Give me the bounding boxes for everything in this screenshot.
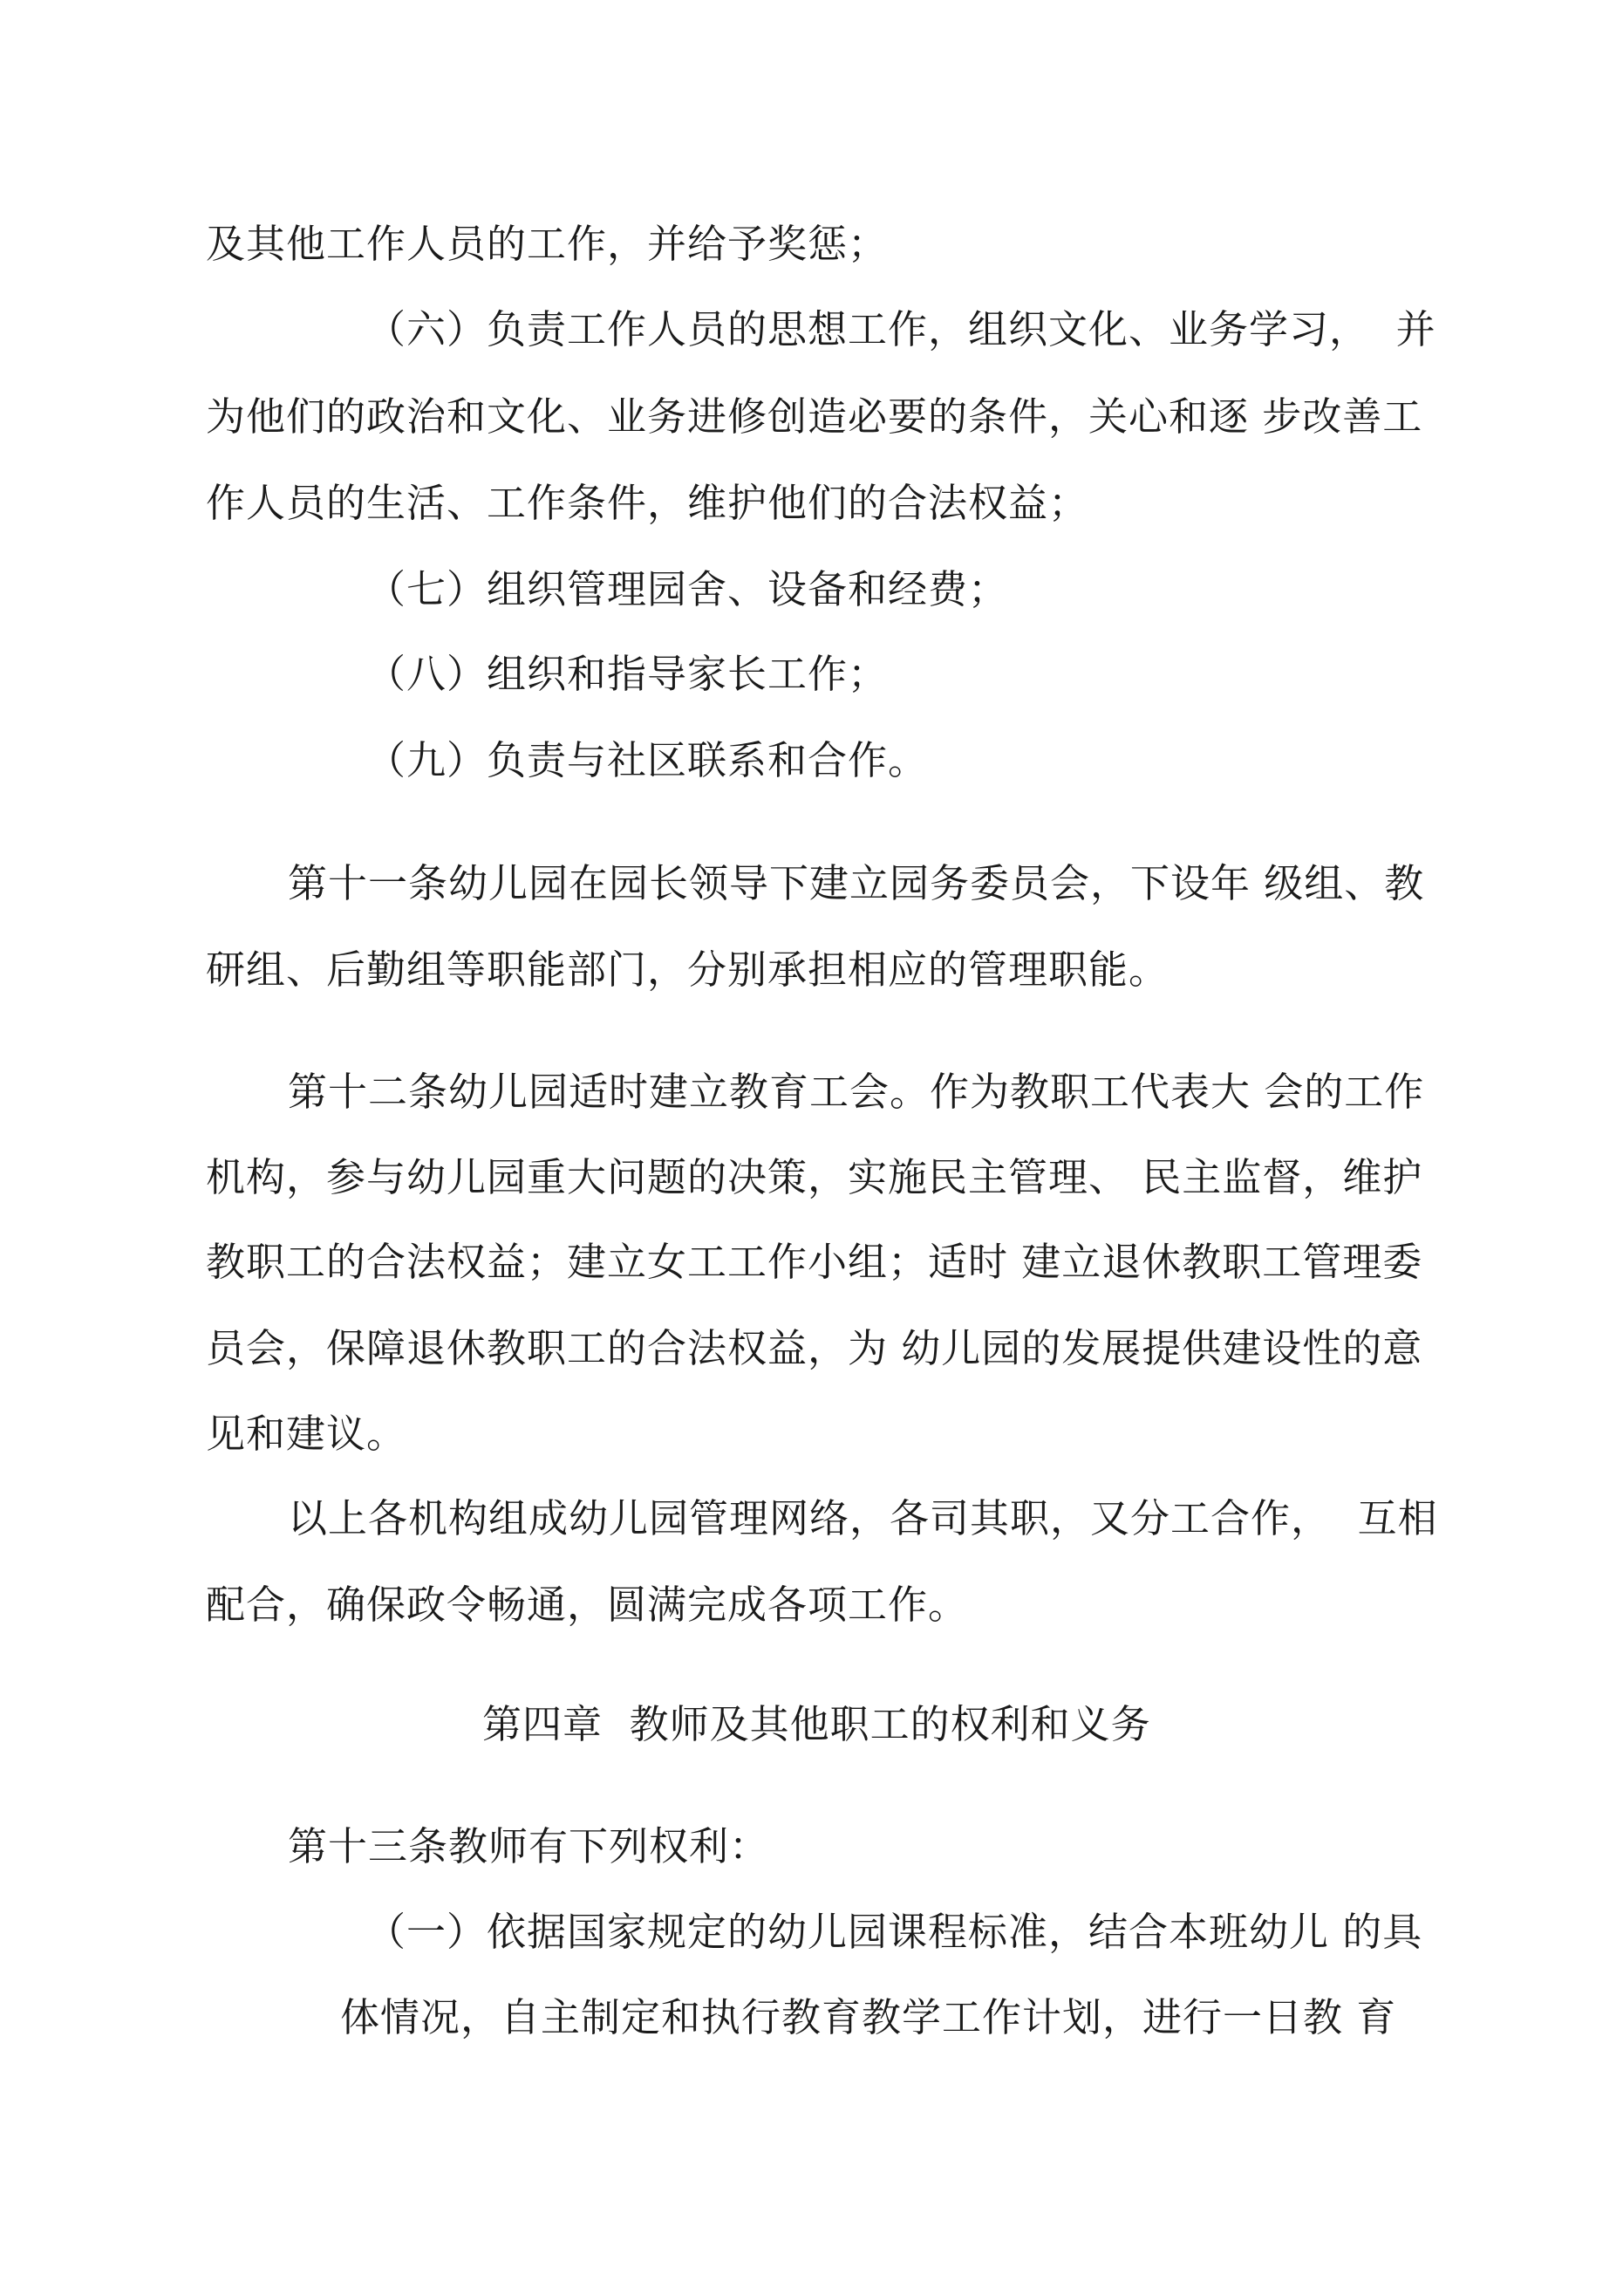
- text-line: （一）依据国家规定的幼儿园课程标准，结合本班幼儿 的具: [366, 1909, 1423, 1955]
- text-line: （九）负责与社区联系和合作。: [366, 737, 929, 783]
- text-line: 见和建议。: [206, 1411, 407, 1457]
- text-line: 第十三条教师有下列权利：: [288, 1823, 770, 1869]
- text-line: （七）组织管理园舍、设备和经费；: [366, 566, 1009, 612]
- text-line: 教职工的合法权益；建立女工工作小组；适时 建立退休教职工管理委: [206, 1239, 1423, 1285]
- text-line: （六）负责工作人员的思想工作，组织文化、业务学习， 并: [366, 306, 1436, 352]
- text-line: 机构，参与幼儿园重大问题的决策，实施民主管理、 民主监督，维护: [206, 1154, 1423, 1200]
- text-line: 第十二条幼儿园适时建立教育工会。作为教职工代表大 会的工作: [288, 1069, 1425, 1115]
- text-line: 员会，保障退休教职工的合法权益，为 幼儿园的发展提供建设性的意: [206, 1325, 1423, 1371]
- chapter-heading: 第四章 教师及其他职工的权利和义务: [482, 1701, 1151, 1747]
- text-line: 作人员的生活、工作条件，维护他们的合法权益；: [206, 480, 1089, 526]
- text-line: 为他们的政治和文化、业务进修创造必要的条件，关心和逐 步改善工: [206, 393, 1423, 440]
- text-line: 配合，确保政令畅通，圆满完成各项工作。: [206, 1582, 969, 1628]
- text-line: 第十一条幼儿园在园长领导下建立园务委员会，下设年 级组、教: [288, 860, 1425, 906]
- text-line: 研组、后勤组等职能部门，分别承担相应的管理职能。: [206, 946, 1170, 993]
- text-line: 体情况，自主制定和执行教育教学工作计划，进行一日教 育: [340, 1994, 1397, 2040]
- text-line: （八）组织和指导家长工作；: [366, 651, 889, 697]
- text-line: 及其他工作人员的工作，并给予奖惩；: [206, 221, 889, 267]
- text-line: 以上各机构组成幼儿园管理网络，各司其职，又分工合作， 互相: [288, 1495, 1438, 1541]
